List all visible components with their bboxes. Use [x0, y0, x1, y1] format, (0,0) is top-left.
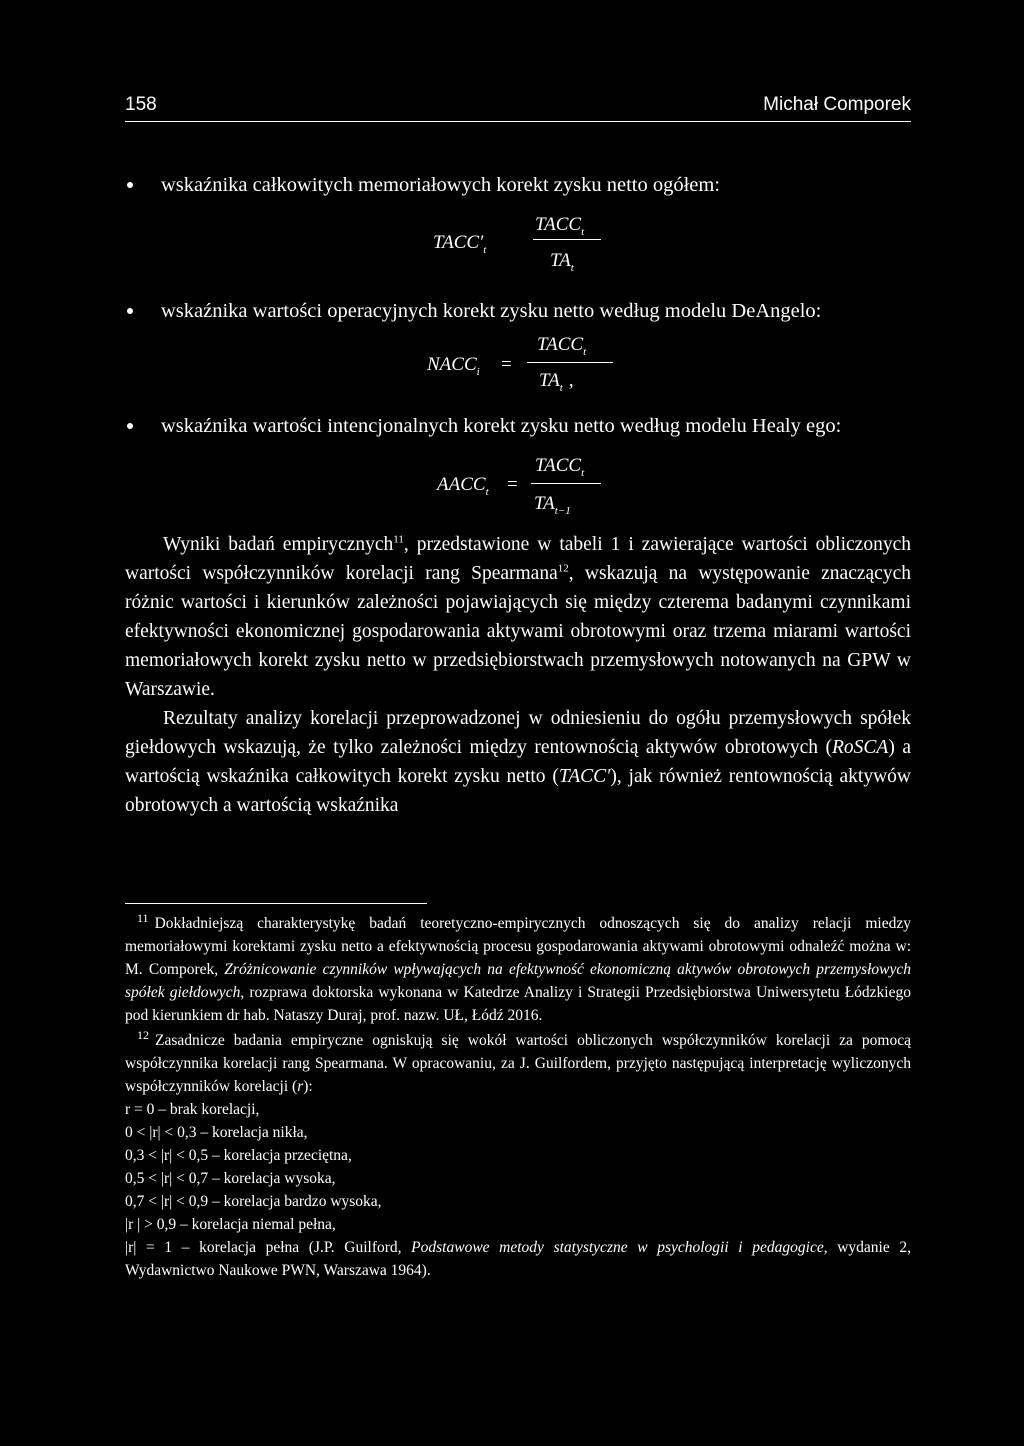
formula-comma: ,: [568, 370, 574, 391]
footnote-mark: 11: [137, 910, 149, 925]
formula-lhs: AACC: [437, 474, 486, 495]
paragraph: [125, 704, 911, 820]
formula-den-sub: t: [570, 261, 574, 274]
text-run: Wyniki badań empirycznych: [163, 534, 394, 555]
bullet-text: wskaźnika wartości intencjonalnych korekt zysku netto według modelu Healy ego:: [161, 415, 842, 437]
body-text: [125, 530, 911, 820]
text-run: Zasadnicze badania empiryczne ogniskują się wokół wartości obliczonych współczynników korelacji za pomocą współczynnika korelacji rang Spearmana. W opracowaniu, za J. Guilfordem, przyjęto następującą interpretację wyliczonych współczynników korelacji (: [125, 1032, 911, 1095]
text-run: , przedstawione w tabeli 1 i zawierające wartości obliczonych wartości współczynników korelacji rang Spearmana: [125, 534, 911, 584]
formula-denominator: TA: [534, 493, 555, 514]
formula-numerator: TACC: [537, 334, 584, 355]
footnote-rule: [125, 903, 427, 904]
text-run: ):: [303, 1078, 313, 1095]
fraction-bar: [531, 483, 601, 484]
footnote-mark: 12: [137, 1027, 149, 1042]
symbol-tacc: TACC′: [558, 766, 611, 787]
text-run: |r| = 1 – korelacja pełna (J.P. Guilford,: [125, 1239, 412, 1256]
footnote-11: [125, 912, 911, 1027]
formula-den-sub: t: [559, 381, 563, 394]
symbol-r: r: [297, 1078, 304, 1095]
correlation-scale-line: r = 0 – brak korelacji,: [125, 1101, 260, 1118]
text-run: , wydanie 2, Wydawnictwo Naukowe PWN, Warszawa 1964).: [125, 1239, 911, 1279]
bullet-dot-icon: [127, 423, 133, 429]
formula-num-sub: t: [583, 345, 587, 358]
formula-numerator: TACC: [535, 455, 582, 476]
text-run: Dokładniejszą charakterystykę badań teoretyczno-empirycznych odnoszących się do analizy relacji miedzy memoriałowymi korektami zysku netto a efektywnością procesu gospodarowania aktywami obrotowymi odnaleźć można w: M. Comporek,: [125, 915, 911, 978]
cited-title: Podstawowe metody statystyczne w psychologii i pedagogice: [411, 1239, 824, 1256]
running-header: [125, 94, 911, 122]
symbol-rosca: RoSCA: [832, 737, 889, 758]
text-run: , rozprawa doktorska wykonana w Katedrze Analizy i Strategii Przedsiębiorstwa Uniwersytetu Łódzkiego pod kierunkiem dr hab. Nataszy Duraj, prof. nazw. UŁ, Łódź 2016.: [125, 984, 911, 1024]
formula-equals: =: [501, 354, 512, 375]
footnote-citation: [125, 1236, 911, 1282]
formula-denominator: TA: [550, 250, 571, 271]
correlation-scale-line: 0,5 < |r| < 0,7 – korelacja wysoka,: [125, 1170, 336, 1187]
running-author: Michał Comporek: [763, 94, 911, 115]
bullet-dot-icon: [127, 308, 133, 314]
text-run: , wskazują na występowanie znaczących różnic wartości i kierunków zależności pojawiających się między czterema badanymi czynnikami efektywności ekonomicznej gospodarowania aktywami obrotowymi oraz trzema miarami wartości memoriałowych korekt zysku netto w przedsiębiorstwach przemysłowych notowanych na GPW w Warszawie.: [125, 563, 911, 700]
formula-numerator: TACC: [535, 214, 582, 235]
formula-tacc: [433, 214, 603, 284]
formula-lhs-sub: i: [476, 365, 480, 378]
fraction-bar: [533, 239, 601, 240]
correlation-scale-line: 0 < |r| < 0,3 – korelacja nikła,: [125, 1124, 308, 1141]
formula-num-sub: t: [581, 225, 585, 238]
formula-lhs: TACC′: [433, 232, 484, 253]
formula-aacc: [437, 455, 612, 525]
footnotes: [125, 912, 911, 1282]
formula-equals: =: [507, 474, 518, 495]
footnote-12: [125, 1029, 911, 1098]
formula-den-sub: t−1: [554, 504, 571, 517]
header-rule: [125, 121, 911, 122]
formula-lhs-sub: t: [483, 243, 487, 256]
paragraph: [125, 530, 911, 704]
formula-denominator: TA: [539, 370, 560, 391]
bullet-text: wskaźnika całkowitych memoriałowych korekt zysku netto ogółem:: [161, 174, 721, 196]
footnote-ref-11[interactable]: 11: [393, 533, 404, 546]
formula-lhs-sub: t: [485, 485, 489, 498]
text-run: Rezultaty analizy korelacji przeprowadzonej w odniesieniu do ogółu przemysłowych spółek giełdowych wskazują, że tylko zależności między rentownością aktywów obrotowych (: [125, 708, 911, 758]
formula-nacc: [427, 334, 617, 404]
formula-num-sub: t: [581, 466, 585, 479]
formula-lhs: NACC: [427, 354, 477, 375]
fraction-bar: [527, 362, 613, 363]
text-run: ) a wartością wskaźnika całkowitych korekt zysku netto (: [125, 737, 911, 787]
bullet-text: wskaźnika wartości operacyjnych korekt zysku netto według modelu DeAngelo:: [161, 300, 822, 322]
text-run: ), jak również rentownością aktywów obrotowych a wartością wskaźnika: [125, 766, 911, 816]
bullet-dot-icon: [127, 182, 133, 188]
page-number: 158: [125, 94, 157, 115]
correlation-scale-line: 0,3 < |r| < 0,5 – korelacja przeciętna,: [125, 1147, 352, 1164]
correlation-scale-line: |r | > 0,9 – korelacja niemal pełna,: [125, 1216, 336, 1233]
correlation-scale-line: 0,7 < |r| < 0,9 – korelacja bardzo wysoka,: [125, 1193, 382, 1210]
cited-title: Zróżnicowanie czynników wpływających na efektywność ekonomiczną aktywów obrotowych przemysłowych spółek giełdowych: [125, 961, 911, 1001]
footnote-ref-12[interactable]: 12: [557, 562, 569, 575]
